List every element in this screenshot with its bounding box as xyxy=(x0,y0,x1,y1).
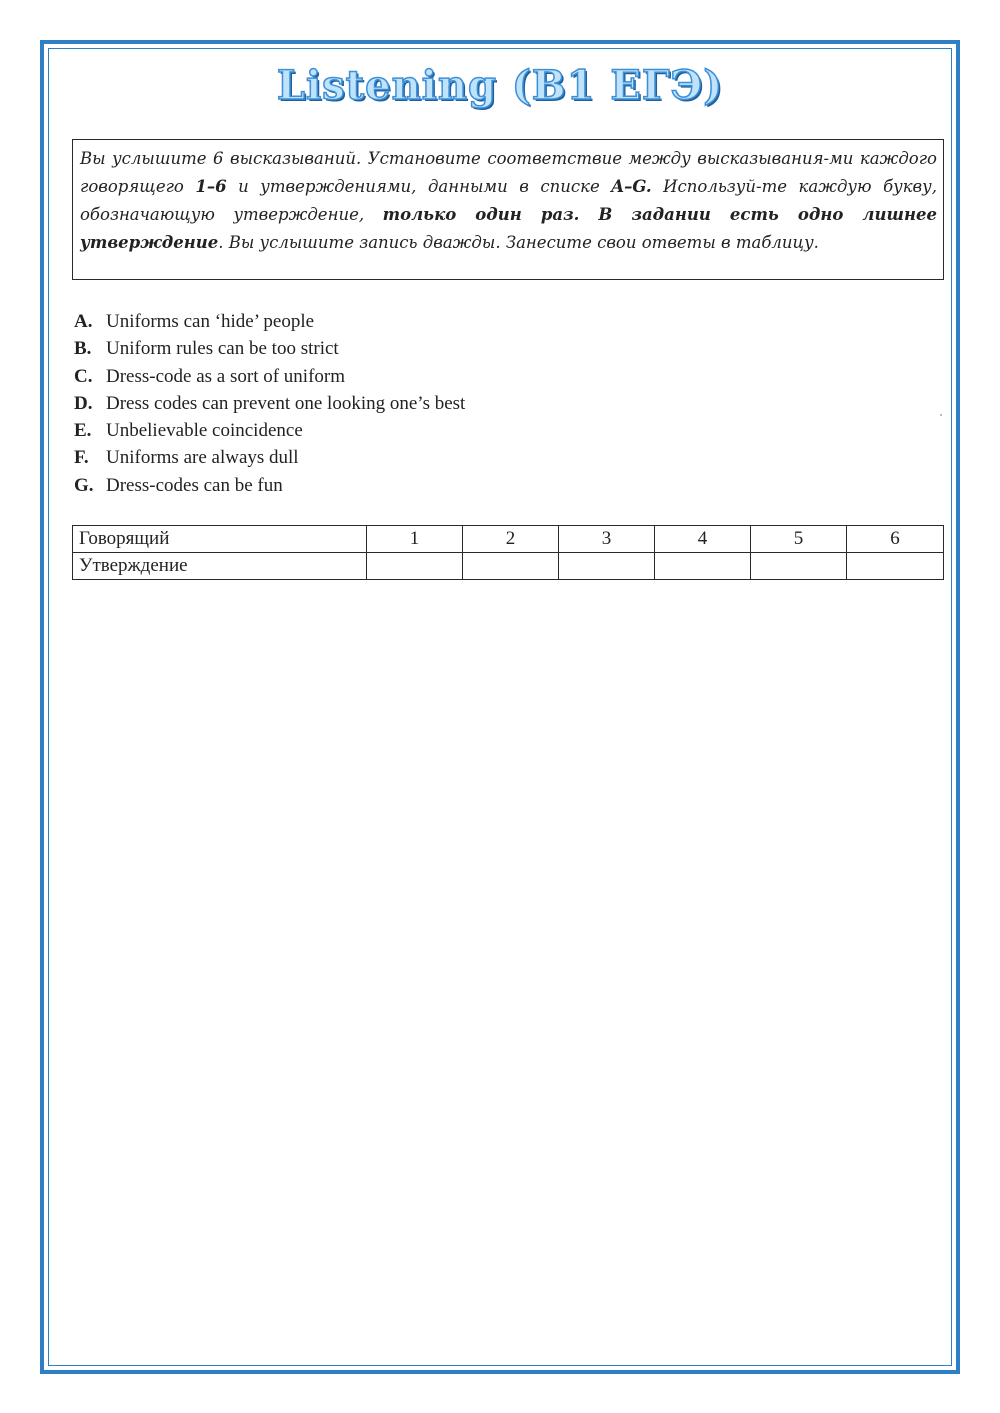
answer-cell[interactable] xyxy=(367,553,463,580)
instruction-range-letters: A–G. xyxy=(611,177,652,196)
instruction-text-3: Используй-те каждую букву, обозначающую утверждение, xyxy=(80,177,937,224)
speaker-row-label: Говорящий xyxy=(73,526,367,553)
statement-item xyxy=(74,444,465,471)
statement-item xyxy=(74,390,465,417)
speaker-number: 3 xyxy=(559,526,655,553)
speaker-number: 5 xyxy=(751,526,847,553)
statement-item xyxy=(74,308,465,335)
statement-text: Dress codes can prevent one looking one’s best xyxy=(106,392,466,414)
statement-text: Uniforms can ‘hide’ people xyxy=(106,311,315,332)
statements-list xyxy=(74,308,465,499)
instruction-box xyxy=(72,139,944,280)
speaker-row xyxy=(73,526,944,553)
answer-row xyxy=(73,553,944,580)
answer-row-label: Утверждение xyxy=(73,553,367,580)
scan-speck xyxy=(940,414,942,416)
answer-cell[interactable] xyxy=(559,553,655,580)
statement-item xyxy=(74,417,465,444)
answer-cell[interactable] xyxy=(847,553,944,580)
statement-text: Uniform rules can be too strict xyxy=(106,338,339,360)
speaker-number: 1 xyxy=(367,526,463,553)
statement-letter: F. xyxy=(74,447,89,469)
speaker-number: 2 xyxy=(463,526,559,553)
answer-table xyxy=(72,525,944,580)
speaker-number: 6 xyxy=(847,526,944,553)
statement-letter: A. xyxy=(74,311,93,332)
statement-letter: B. xyxy=(74,338,92,360)
statement-item xyxy=(74,335,465,362)
statement-item xyxy=(74,472,465,499)
statement-letter: E. xyxy=(74,420,92,442)
answer-cell[interactable] xyxy=(463,553,559,580)
answer-cell[interactable] xyxy=(751,553,847,580)
instruction-text-4: . Вы услышите запись дважды. Занесите свои ответы в таблицу. xyxy=(218,233,819,252)
statement-text: Unbelievable coincidence xyxy=(106,420,303,442)
page-title: Listening (B1 ЕГЭ) xyxy=(276,62,724,109)
statement-text: Uniforms are always dull xyxy=(106,447,299,469)
instruction-emphasis: только один раз. В задании есть одно лишнее утверждение xyxy=(80,205,937,252)
statement-text: Dress-code as a sort of uniform xyxy=(106,365,346,387)
statement-text: Dress-codes can be fun xyxy=(106,474,283,496)
statement-item xyxy=(74,363,465,390)
statement-letter: G. xyxy=(74,474,94,496)
speaker-number: 4 xyxy=(655,526,751,553)
instruction-text-1: Вы услышите 6 высказываний. Установите соответствие между высказывания-ми каждого говорящего xyxy=(80,149,937,196)
statement-letter: C. xyxy=(74,365,93,387)
instruction-range-speakers: 1–6 xyxy=(195,177,227,196)
statement-letter: D. xyxy=(74,392,93,414)
instruction-text-2: и утверждениями, данными в списке xyxy=(226,177,612,196)
answer-cell[interactable] xyxy=(655,553,751,580)
